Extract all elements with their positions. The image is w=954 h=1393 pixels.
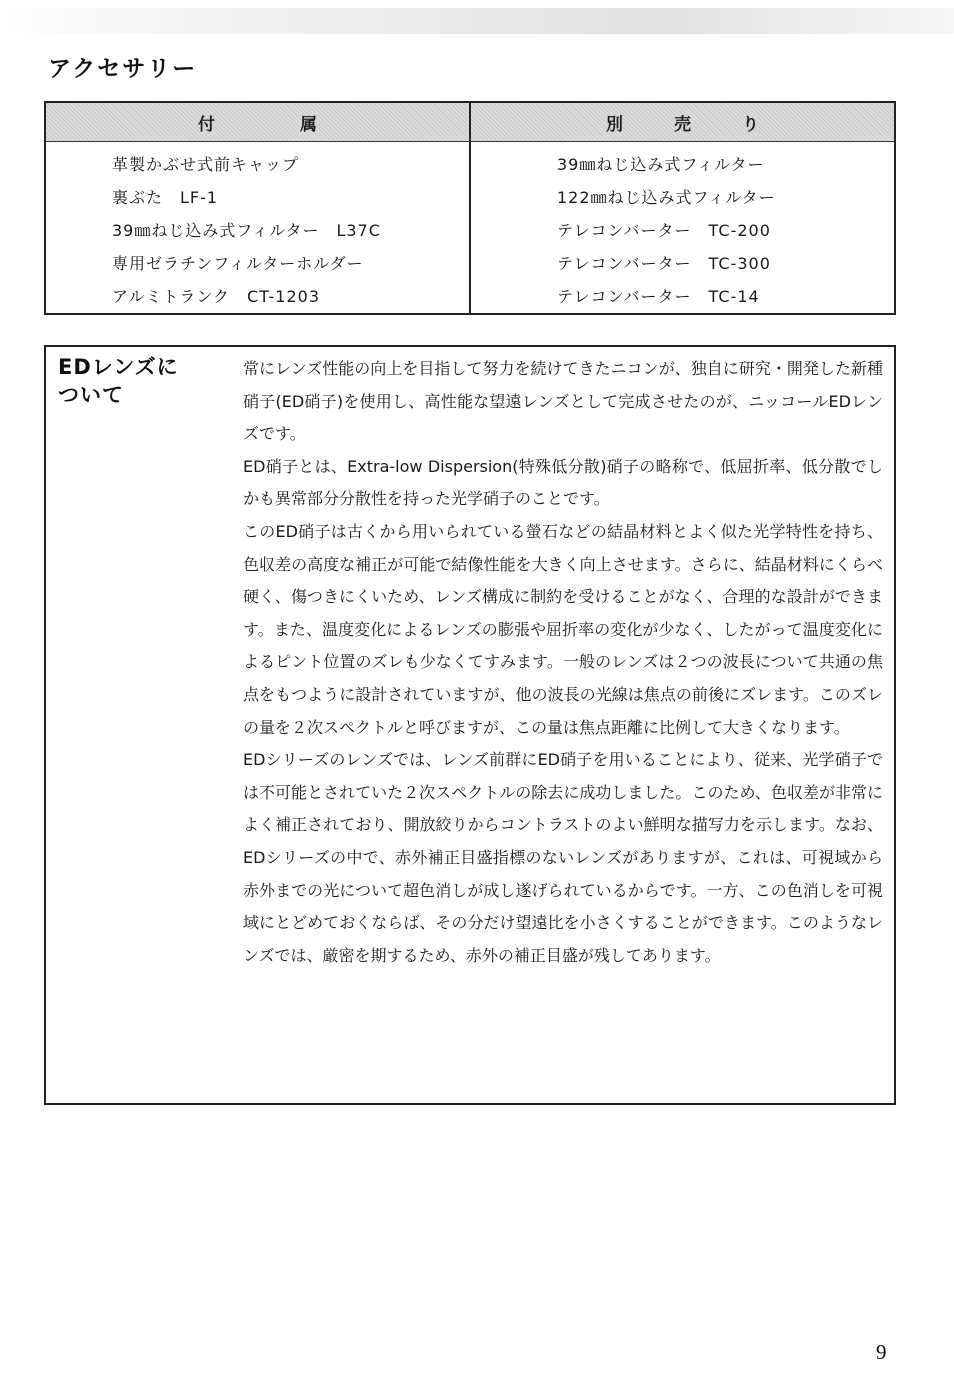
- paragraph: このED硝子は古くから用いられている螢石などの結晶材料とよく似た光学特性を持ち、色収差の高度な補正が可能で結像性能を大きく向上させます。さらに、結晶材料にくらべ硬く、傷つきにくいため、レンズ構成に制約を受けることがなく、合理的な設計ができます。また、温度変化によるレンズの膨張や屈折率の変化が少なく、したがって温度変化によるピント位置のズレも少なくてすみます。一般のレンズは２つの波長について共通の焦点をもつように設計されていますが、他の波長の光線は焦点の前後にズレます。このズレの量を２次スペクトルと呼びますが、この量は焦点距離に比例して大きくなります。: [243, 521, 883, 737]
- page-number: 9: [876, 1340, 887, 1364]
- ed-heading-line2: ついて: [58, 383, 124, 407]
- list-item: テレコンバーター TC-14: [557, 287, 760, 306]
- list-item: 39㎜ねじ込み式フィルター L37C: [112, 221, 381, 240]
- list-item: テレコンバーター TC-200: [557, 221, 771, 240]
- list-item: アルミトランク CT-1203: [112, 287, 321, 306]
- list-item: 革製かぶせ式前キャップ: [112, 155, 300, 174]
- header-sold-separately: 別 売 り: [471, 103, 894, 141]
- list-item: 39㎜ねじ込み式フィルター: [557, 155, 765, 174]
- accessories-table: [44, 101, 896, 315]
- scan-edge-strip: [0, 8, 954, 34]
- header-included: 付 属: [46, 103, 471, 141]
- ed-heading: [58, 353, 179, 409]
- paragraph: 常にレンズ性能の向上を目指して努力を続けてきたニコンが、独自に研究・開発した新種硝子(ED硝子)を使用し、高性能な望遠レンズとして完成させたのが、ニッコールEDレンズです。: [243, 359, 883, 444]
- list-item: 裏ぶた LF-1: [112, 188, 219, 207]
- included-accessories-list: [46, 142, 471, 313]
- ed-body-text: [243, 353, 883, 972]
- ed-lens-info-box: [44, 345, 896, 1105]
- list-item: 専用ゼラチンフィルターホルダー: [112, 254, 364, 273]
- paragraph: EDシリーズのレンズでは、レンズ前群にED硝子を用いることにより、従来、光学硝子では不可能とされていた２次スペクトルの除去に成功しました。このため、色収差が非常によく補正されており、開放絞りからコントラストのよい鮮明な描写力を示します。なお、EDシリーズの中で、赤外補正目盛指標のないレンズがありますが、これは、可視域から赤外までの光について超色消しが成し遂げられているからです。一方、この色消しを可視域にとどめておくならば、その分だけ望遠比を小さくすることができます。このようなレンズでは、厳密を期するため、赤外の補正目盛が残してあります。: [243, 750, 883, 965]
- section-title: アクセサリー: [48, 56, 198, 82]
- paragraph: ED硝子とは、Extra-low Dispersion(特殊低分散)硝子の略称で、低屈折率、低分散でしかも異常部分分散性を持った光学硝子のことです。: [243, 456, 883, 509]
- ed-heading-line1: EDレンズに: [58, 355, 179, 379]
- list-item: テレコンバーター TC-300: [557, 254, 771, 273]
- optional-accessories-list: [471, 142, 894, 313]
- accessories-table-header: [46, 103, 894, 142]
- list-item: 122㎜ねじ込み式フィルター: [557, 188, 776, 207]
